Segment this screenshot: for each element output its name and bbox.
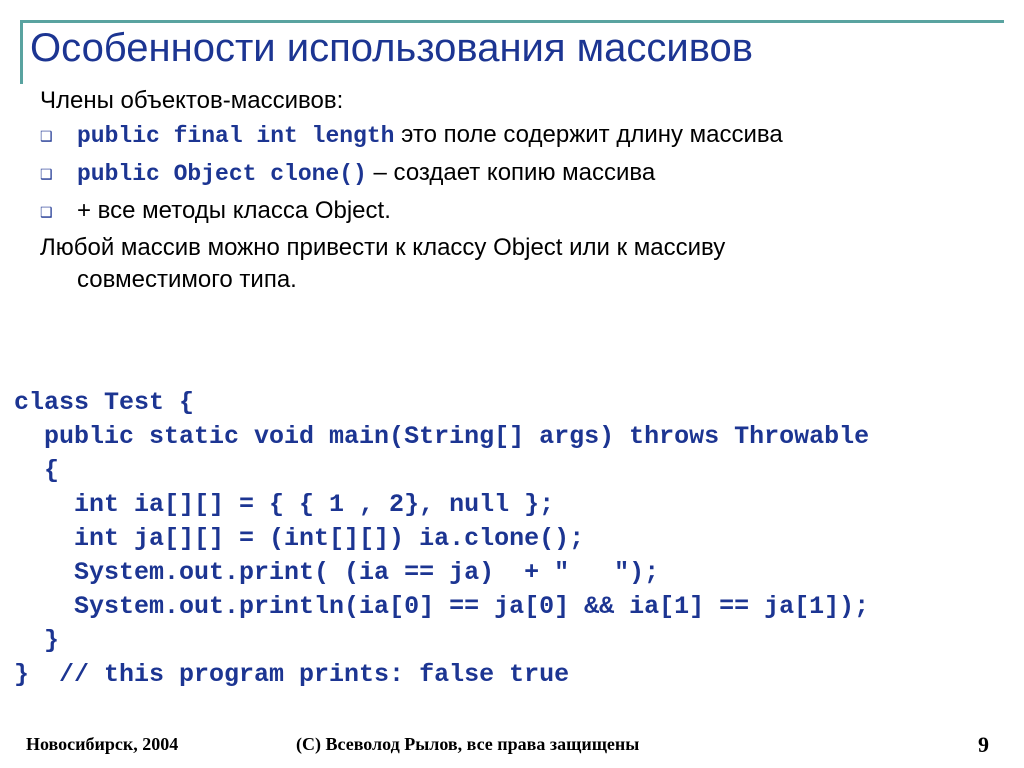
code-snippet: public final int length — [77, 123, 395, 149]
code-line: } — [14, 626, 60, 655]
code-block — [14, 386, 869, 692]
hollow-square-icon: ❑ — [40, 128, 53, 144]
code-line: { — [14, 456, 60, 485]
hollow-square-icon: ❑ — [40, 204, 53, 220]
intro-text: Члены объектов-массивов: — [40, 87, 344, 114]
bullet-text: + все методы класса Object. — [77, 197, 391, 224]
code-line: int ja[][] = (int[][]) ia.clone(); — [14, 524, 585, 553]
code-line: System.out.println(ia[0] == ja[0] && ia[1] == ja[1]); — [14, 592, 870, 621]
footer-copyright: (С) Всеволод Рылов, все права защищены — [296, 734, 640, 754]
code-line: } // this program prints: false true — [14, 660, 570, 689]
paragraph-line-1: Любой массив можно привести к классу Object или к массиву — [40, 234, 726, 261]
page-number: 9 — [978, 732, 989, 757]
hollow-square-icon: ❑ — [40, 166, 53, 182]
paragraph-line-2: совместимого типа. — [77, 266, 297, 293]
code-line: System.out.print( (ia == ja) + " "); — [14, 558, 660, 587]
slide-title: Особенности использования массивов — [30, 26, 754, 70]
code-snippet: public Object clone() — [77, 161, 367, 187]
bullet-text: это поле содержит длину массива — [394, 121, 783, 148]
code-line: int ia[][] = { { 1 , 2}, null }; — [14, 490, 555, 519]
code-line: public static void main(String[] args) throws Throwable — [14, 422, 870, 451]
footer-location: Новосибирск, 2004 — [26, 734, 179, 754]
bullet-text: – создает копию массива — [366, 159, 656, 186]
code-line: class Test { — [14, 388, 195, 417]
